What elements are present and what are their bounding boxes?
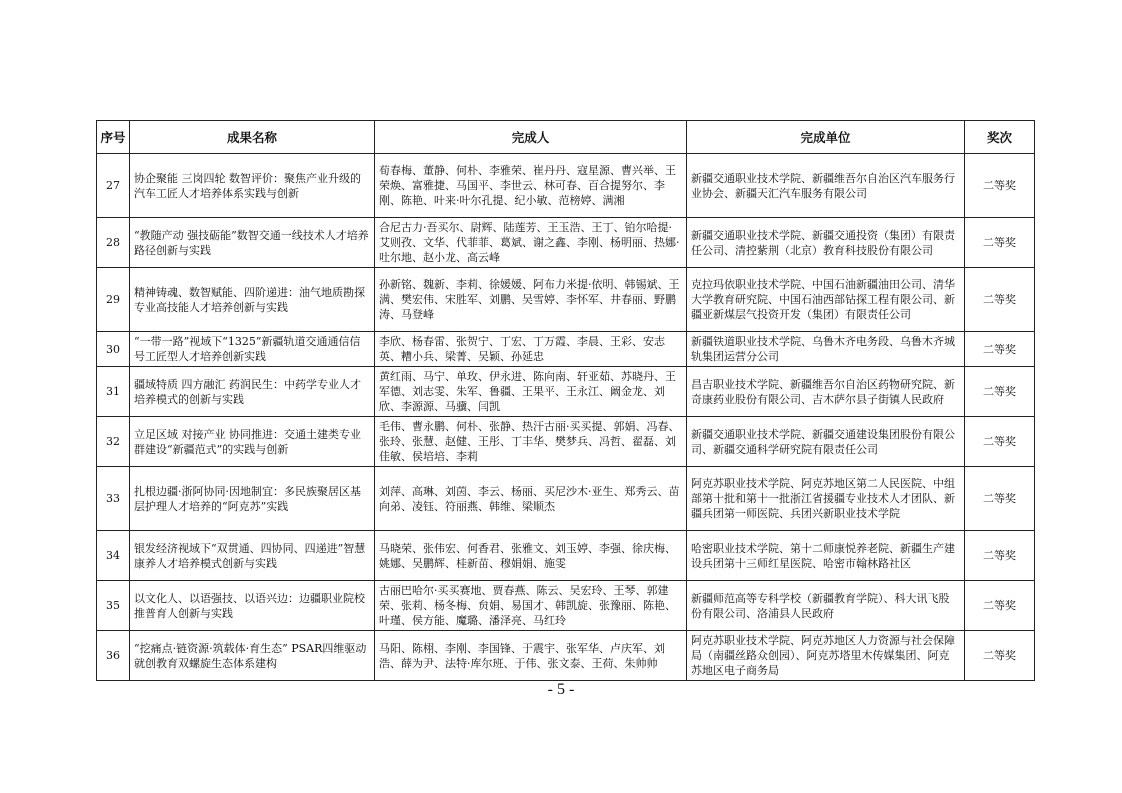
header-no: 序号 (97, 121, 130, 154)
header-people: 完成人 (375, 121, 687, 154)
table-row (97, 218, 1035, 268)
award-level: 二等奖 (965, 367, 1035, 417)
completers: 马阳、陈栩、李刚、李国锋、于震宇、张军华、卢庆军、刘浩、薛为尹、法特·库尔班、于伟、张文泰、王荷、朱帅帅 (375, 631, 687, 681)
table-row (97, 467, 1035, 531)
award-level: 二等奖 (965, 531, 1035, 581)
row-number: 28 (97, 218, 130, 268)
header-unit: 完成单位 (687, 121, 965, 154)
completers: 毛伟、曹永鹏、何朴、张静、热汗古丽·买买提、郭娟、冯春、张玲、张慧、赵健、王彤、丁丰华、樊梦兵、冯哲、翟磊、刘佳敏、侯培培、李莉 (375, 417, 687, 467)
row-number: 34 (97, 531, 130, 581)
achievement-name: 疆域特质 四方融汇 药润民生：中药学专业人才培养模式的创新与实践 (130, 367, 375, 417)
table-header-row (97, 121, 1035, 154)
completing-units: 新疆铁道职业技术学院、乌鲁木齐电务段、乌鲁木齐城轨集团运营分公司 (687, 332, 965, 367)
completers: 马晓荣、张伟宏、何香君、张雅文、刘玉婷、李强、徐庆梅、姚娜、吴鹏辉、桂新苗、穆娟娟、施雯 (375, 531, 687, 581)
completers: 孙新铭、魏新、李莉、徐媛媛、阿布力米提·依明、韩锡斌、王满、樊宏伟、宋胜军、刘鹏、吴雪婷、李怀军、井春丽、野鹏涛、马登峰 (375, 268, 687, 332)
award-level: 二等奖 (965, 581, 1035, 631)
award-level: 二等奖 (965, 154, 1035, 218)
award-level: 二等奖 (965, 268, 1035, 332)
completing-units: 新疆师范高等专科学校（新疆教育学院）、科大讯飞股份有限公司、洛浦县人民政府 (687, 581, 965, 631)
completers: 荀春梅、董静、何朴、李雅荣、崔丹丹、寇星源、曹兴举、王荣焕、富雅捷、马国平、李世云、林可春、百合提努尔、李刚、陈艳、叶来·叶尔孔提、纪小敏、范榜婷、满湘 (375, 154, 687, 218)
table-row (97, 531, 1035, 581)
completing-units: 新疆交通职业技术学院、新疆交通投资（集团）有限责任公司、清控紫荆（北京）教育科技股份有限公司 (687, 218, 965, 268)
header-award: 奖次 (965, 121, 1035, 154)
award-level: 二等奖 (965, 467, 1035, 531)
row-number: 31 (97, 367, 130, 417)
completing-units: 新疆交通职业技术学院、新疆维吾尔自治区汽车服务行业协会、新疆天汇汽车服务有限公司 (687, 154, 965, 218)
award-level: 二等奖 (965, 631, 1035, 681)
row-number: 30 (97, 332, 130, 367)
table-row (97, 417, 1035, 467)
table-row (97, 154, 1035, 218)
achievement-name: “一带一路”视域下“1325”新疆轨道交通通信信号工匠型人才培养创新实践 (130, 332, 375, 367)
award-level: 二等奖 (965, 417, 1035, 467)
award-level: 二等奖 (965, 332, 1035, 367)
completers: 合尼古力·吾买尔、尉辉、陆莲芳、王玉浩、王丁、铂尔哈提·艾则孜、文华、代菲菲、葛斌、谢之鑫、李刚、杨明丽、热娜·吐尔地、赵小龙、高云峰 (375, 218, 687, 268)
achievement-name: 立足区域 对接产业 协同推进：交通土建类专业群建设“新疆范式”的实践与创新 (130, 417, 375, 467)
row-number: 32 (97, 417, 130, 467)
row-number: 36 (97, 631, 130, 681)
completers: 黄红雨、马宁、单玫、伊永进、陈向南、轩亚茹、苏晓丹、王军德、刘志雯、朱军、鲁疆、王果平、王永江、阚金龙、刘欣、李源源、马骥、闫凯 (375, 367, 687, 417)
completing-units: 新疆交通职业技术学院、新疆交通建设集团股份有限公司、新疆交通科学研究院有限责任公司 (687, 417, 965, 467)
page-number: - 5 - (547, 681, 575, 698)
completers: 李欣、杨春雷、张贺宁、丁宏、丁万霞、李晨、王彩、安志英、糟小兵、梁菁、吴颖、孙延忠 (375, 332, 687, 367)
completing-units: 哈密职业技术学院、第十二师康悦养老院、新疆生产建设兵团第十三师红星医院、哈密市翰林路社区 (687, 531, 965, 581)
table-row (97, 332, 1035, 367)
completing-units: 昌吉职业技术学院、新疆维吾尔自治区药物研究院、新奇康药业股份有限公司、吉木萨尔县子街镇人民政府 (687, 367, 965, 417)
row-number: 35 (97, 581, 130, 631)
completing-units: 克拉玛依职业技术学院、中国石油新疆油田公司、清华大学教育研究院、中国石油西部钻探工程有限公司、新疆亚新煤层气投资开发（集团）有限责任公司 (687, 268, 965, 332)
completers: 古丽巴哈尔·买买赛地、贾春燕、陈云、吴宏玲、王琴、郭建荣、张莉、杨冬梅、贠娟、易国才、韩凯旋、张豫丽、陈艳、叶瑾、侯方能、魔璐、潘泽亮、马红玲 (375, 581, 687, 631)
table-row (97, 367, 1035, 417)
table-row (97, 581, 1035, 631)
row-number: 27 (97, 154, 130, 218)
completers: 刘萍、高琳、刘茵、李云、杨丽、买尼沙木·亚生、郑秀云、苗向弟、凌钰、符丽燕、韩维、梁顺杰 (375, 467, 687, 531)
table-row (97, 631, 1035, 681)
achievement-name: “挖痛点·链资源·筑载体·育生态” PSAR四维驱动就创教育双螺旋生态体系建构 (130, 631, 375, 681)
achievement-name: 精神铸魂、数智赋能、四阶递进：油气地质勘探专业高技能人才培养创新与实践 (130, 268, 375, 332)
awards-table (96, 120, 1035, 681)
row-number: 33 (97, 467, 130, 531)
table-row (97, 268, 1035, 332)
table-body (97, 154, 1035, 681)
achievement-name: 以文化人、以语强技、以语兴边：边疆职业院校推普育人创新与实践 (130, 581, 375, 631)
completing-units: 阿克苏职业技术学院、阿克苏地区第二人民医院、中组部第十批和第十一批浙江省援疆专业技术人才团队、新疆兵团第一师医院、兵团兴新职业技术学院 (687, 467, 965, 531)
achievement-name: 扎根边疆·浙阿协同·因地制宜：多民族聚居区基层护理人才培养的“阿克苏”实践 (130, 467, 375, 531)
header-name: 成果名称 (130, 121, 375, 154)
row-number: 29 (97, 268, 130, 332)
achievement-name: 协企聚能 三岗四轮 数智评价：聚焦产业升级的汽车工匠人才培养体系实践与创新 (130, 154, 375, 218)
award-level: 二等奖 (965, 218, 1035, 268)
completing-units: 阿克苏职业技术学院、阿克苏地区人力资源与社会保障局（南疆丝路众创园）、阿克苏塔里木传媒集团、阿克苏地区电子商务局 (687, 631, 965, 681)
achievement-name: 银发经济视域下“双贯通、四协同、四递进”智慧康养人才培养模式创新与实践 (130, 531, 375, 581)
achievement-name: “教随产动 强技砺能”数智交通一线技术人才培养路径创新与实践 (130, 218, 375, 268)
